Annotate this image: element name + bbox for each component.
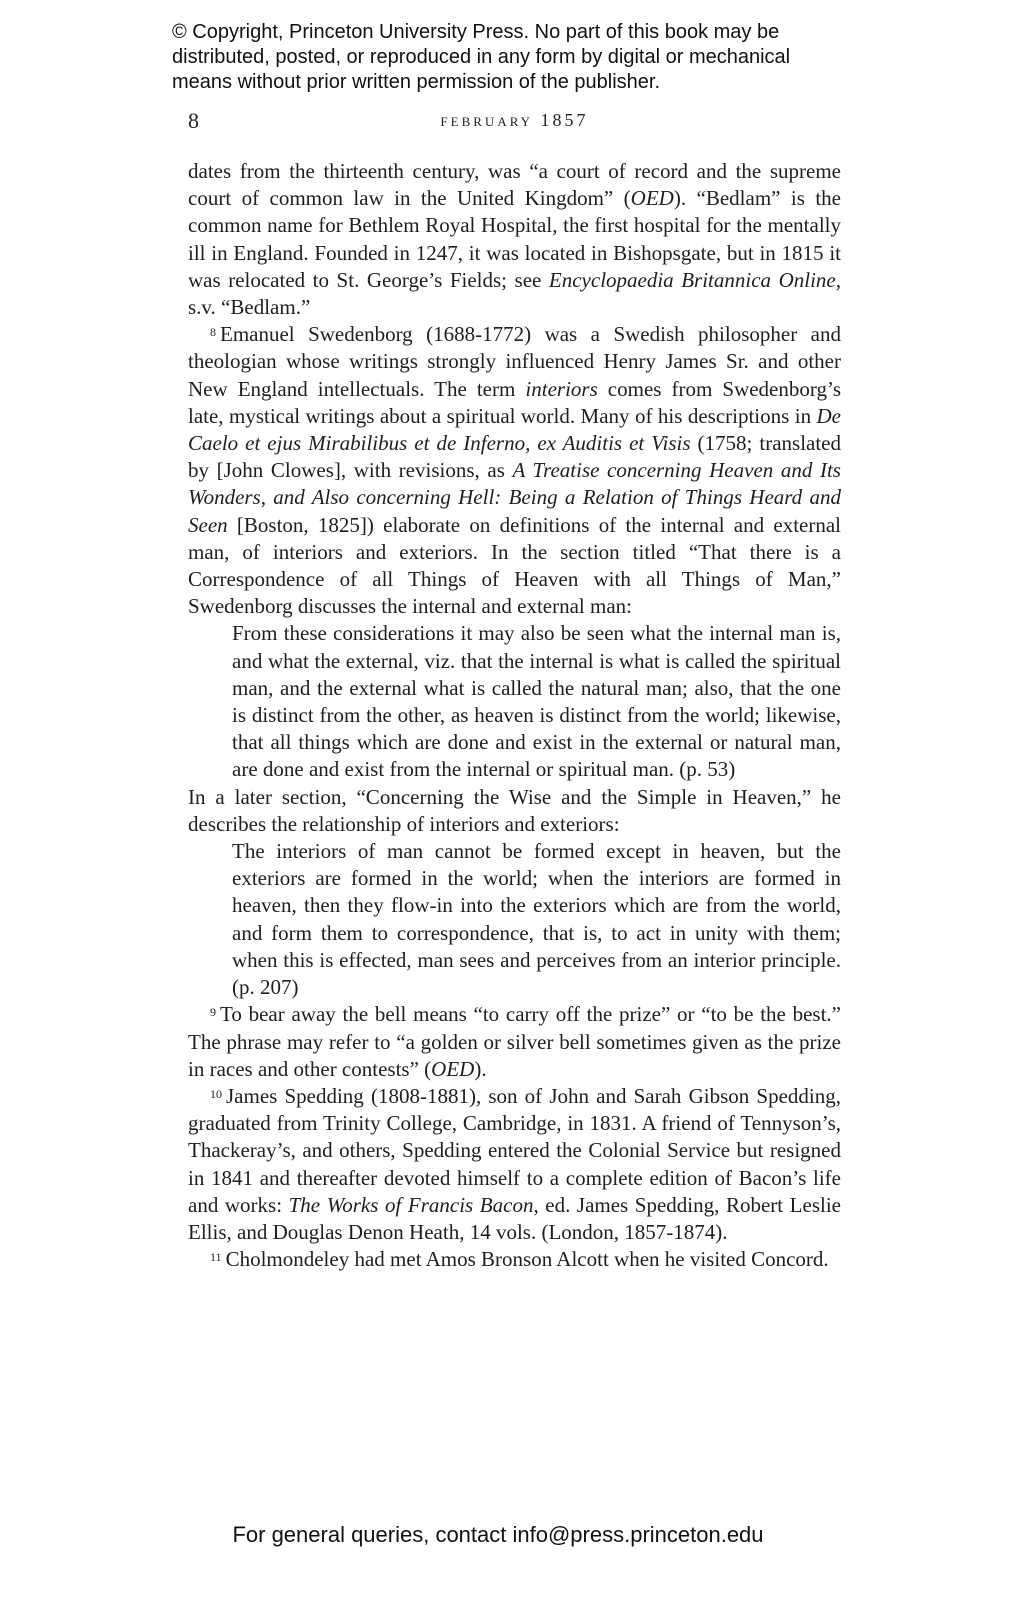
footnote-8: $^8$ Emanuel Swedenborg (1688-1772) was a Swedish philosopher and theologian whose writings strongly influenced Henry James Sr. and other New England intellectuals. The term interiors comes from Swedenborg’s late, mystical writings about a spiritual world. Many of his descriptions in De Caelo et ejus Mirabilibus et de Inferno, ex Auditis et Visis (1758; translated by [John Clowes], with revisions, as A Treatise concerning Heaven and Its Wonders, and Also concerning Hell: Being a Relation of Things Heard and Seen [Boston, 1825]) elaborate on definitions of the internal and external man, of interiors and exteriors. In the section titled “That there is a Correspondence of all Things of Heaven with all Things of Man,” Swedenborg discusses the internal and external man:: [188, 322, 842, 619]
footnote-11: $^{11}$ Cholmondeley had met Amos Bronson Alcott when he visited Concord.: [210, 1247, 829, 1272]
copyright-notice: © Copyright, Princeton University Press. No part of this book may be distributed, posted, or reproduced in any form by digital or mechanical means without prior written permission of the publisher.: [172, 21, 791, 93]
footnote-number: 10: [210, 1086, 222, 1101]
footnote-number: 9: [210, 1005, 216, 1020]
running-head-title: february 1857: [440, 110, 589, 130]
footnotes-body: [188, 158, 841, 1273]
running-head: [188, 108, 841, 138]
contact-footer: For general queries, contact info@press.princeton.edu: [232, 1522, 764, 1547]
bridge-paragraph: In a later section, “Concerning the Wise and the Simple in Heaven,” he describes the relationship of interiors and exteriors:: [188, 784, 841, 836]
footnote-9: $^9$ To bear away the bell means “to carry off the prize” or “to be the best.” The phrase may refer to “a golden or silver bell sometimes given as the prize in races and other contests” (OED).: [188, 1002, 841, 1081]
footnote-number: 8: [210, 325, 216, 340]
block-quote-1: From these considerations it may also be seen what the internal man is, and what the external, viz. that the internal is what is called the spiritual man, and the external what is called the natural man; also, that the one is distinct from the other, as heaven is distinct from the world; likewise, that all things which are done and exist in the external or natural man, are done and exist from the internal or spiritual man. (p. 53): [232, 621, 841, 782]
note-7-continuation: dates from the thirteenth century, was “a court of record and the supreme court of common law in the United Kingdom” (OED). “Bedlam” is the common name for Bethlem Royal Hospital, the first hospital for the mentally ill in England. Founded in 1247, it was located in Bishopsgate, but in 1815 it was relocated to St. George’s Fields; see Encyclopaedia Britannica Online, s.v. “Bedlam.”: [188, 159, 841, 320]
page-number: 8: [188, 108, 199, 133]
footnote-number: 11: [210, 1250, 222, 1265]
block-quote-2: The interiors of man cannot be formed except in heaven, but the exteriors are formed in the world; when the interiors are formed in heaven, then they flow-in into the exteriors which are from the world, and form them to correspondence, that is, to act in unity with them; when this is effected, man sees and perceives from an interior principle. (p. 207): [232, 839, 841, 1000]
footnote-10: $^{10}$ James Spedding (1808-1881), son of John and Sarah Gibson Spedding, graduated from Trinity College, Cambridge, in 1831. A friend of Tennyson’s, Thackeray’s, and others, Spedding entered the Colonial Service but resigned in 1841 and thereafter devoted himself to a complete edition of Bacon’s life and works: The Works of Francis Bacon, ed. James Spedding, Robert Leslie Ellis, and Douglas Denon Heath, 14 vols. (London, 1857-1874).: [188, 1083, 841, 1244]
